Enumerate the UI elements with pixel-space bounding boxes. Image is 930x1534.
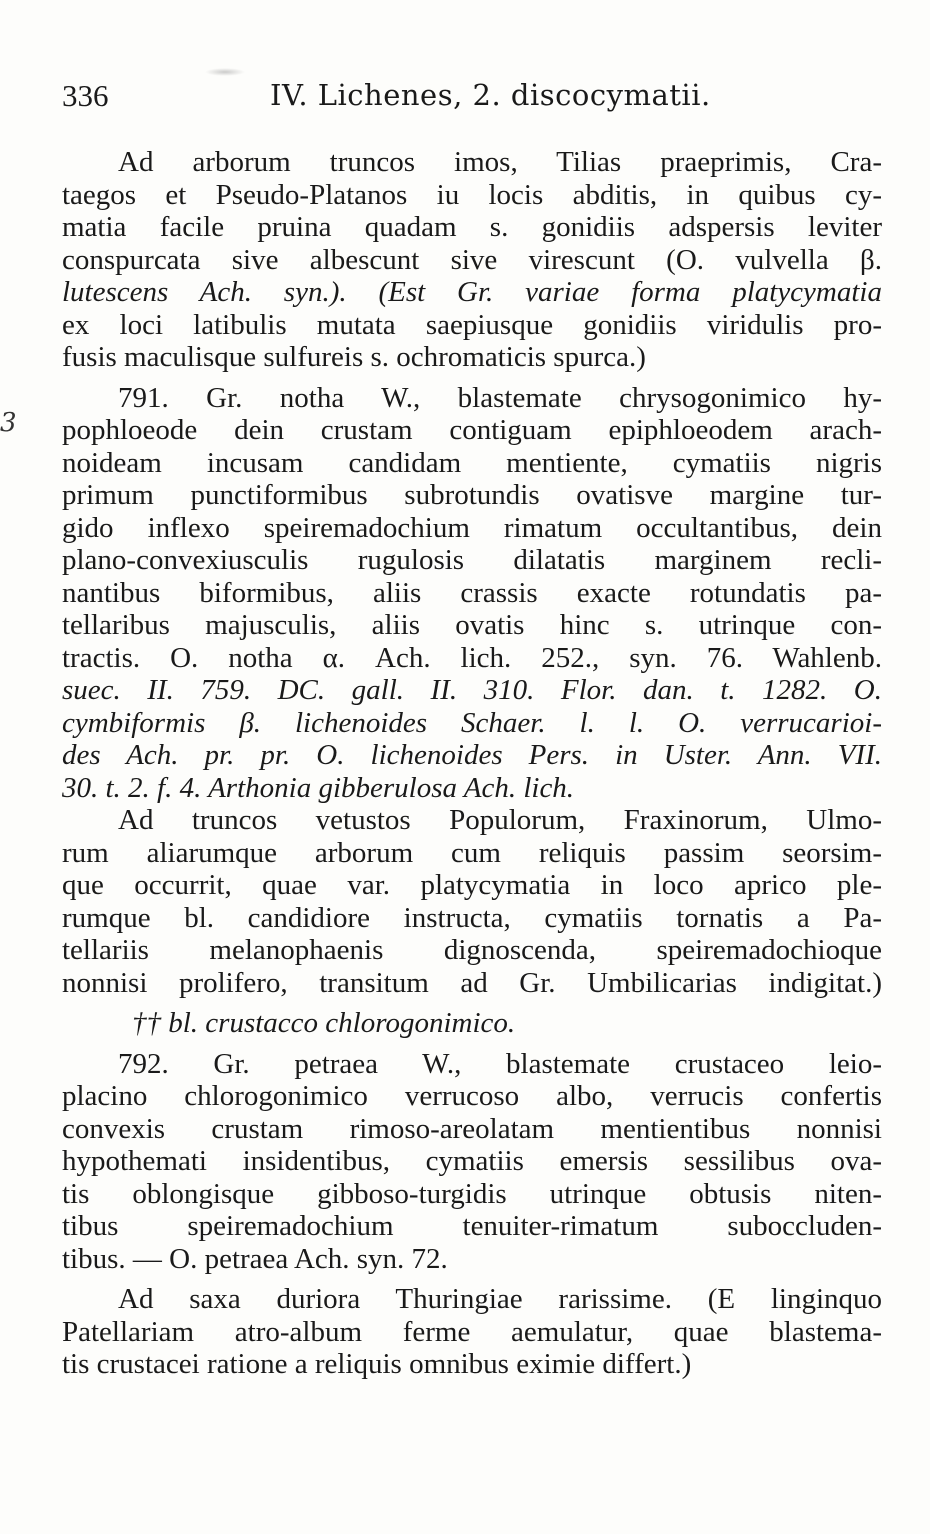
text-line: plano-convexiusculis rugulosis dilatatis marginem recli- bbox=[62, 544, 882, 576]
text-line: rumque bl. candidiore instructa, cymatiis tornatis a Pa- bbox=[62, 901, 882, 934]
margin-mark: 3 bbox=[0, 408, 17, 438]
text-line: que occurrit, quae var. platycymatia in loco aprico ple- bbox=[62, 869, 882, 901]
citation-line: cymbiformis β. lichenoides Schaer. l. l. O. verrucarioi- bbox=[62, 706, 882, 739]
text-line: pophloeode dein crustam contiguam epiphloeodem arach- bbox=[62, 414, 882, 446]
text-line: tis crustacei ratione a reliquis omnibus eximie differt.) bbox=[62, 1348, 692, 1380]
text-line: Patellariam atro-album ferme aemulatur, quae blastema- bbox=[62, 1315, 882, 1348]
text-line: Ad saxa duriora Thuringiae rarissime. (E linginquo bbox=[118, 1283, 882, 1315]
body-text bbox=[62, 146, 882, 1381]
text-line: noideam incusam candidam mentiente, cymatiis nigris bbox=[62, 446, 882, 479]
text-line: rum aliarumque arborum cum reliquis passim seorsim- bbox=[62, 836, 882, 869]
text-line: tellariis melanophaenis dignoscenda, speiremadochioque bbox=[62, 934, 882, 966]
text-line: fusis maculisque sulfureis s. ochromaticis spurca.) bbox=[62, 341, 646, 373]
text-line: ex loci latibulis mutata saepiusque gonidiis viridulis pro- bbox=[62, 308, 882, 341]
text-line: placino chlorogonimico verrucoso albo, verrucis confertis bbox=[62, 1080, 882, 1112]
text-line: hypothemati insidentibus, cymatiis emersis sessilibus ova- bbox=[62, 1145, 882, 1177]
text-line: matia facile pruina quadam s. gonidiis adspersis leviter bbox=[62, 211, 882, 243]
text-line: gido inflexo speiremadochium rimatum occultantibus, dein bbox=[62, 511, 882, 544]
text-line: nantibus biformibus, aliis crassis exacte rotundatis pa- bbox=[62, 576, 882, 609]
text-line: Ad arborum truncos imos, Tilias praeprimis, Cra- bbox=[118, 146, 882, 178]
text-line: Ad truncos vetustos Populorum, Fraxinorum, Ulmo- bbox=[118, 804, 882, 836]
text-line: taegos et Pseudo-Platanos iu locis abditis, in quibus cy- bbox=[62, 178, 882, 211]
text-line: conspurcata sive albescunt sive virescunt (O. vulvella β. bbox=[62, 243, 882, 276]
text-line: convexis crustam rimoso-areolatam mentientibus nonnisi bbox=[62, 1112, 882, 1145]
text-line: lutescens Ach. syn.). (Est Gr. variae forma platycymatia bbox=[62, 276, 882, 308]
entry-792-heading: 792. Gr. petraea W., blastemate crustaceo leio- bbox=[118, 1047, 882, 1080]
text-line: tibus speiremadochium tenuiter-rimatum suboccluden- bbox=[62, 1210, 882, 1242]
citation-line: suec. II. 759. DC. gall. II. 310. Flor. dan. t. 1282. O. bbox=[62, 674, 882, 706]
text-line: tractis. O. notha α. Ach. lich. 252., syn. 76. Wahlenb. bbox=[62, 641, 882, 674]
section-heading: †† bl. crustacco chlorogonimico. bbox=[132, 1007, 516, 1039]
page bbox=[62, 78, 882, 1381]
citation-line: 30. t. 2. f. 4. Arthonia gibberulosa Ach. lich. bbox=[62, 771, 575, 804]
text-line: nonnisi prolifero, transitum ad Gr. Umbilicarias indigitat.) bbox=[62, 966, 882, 999]
text-line: tibus. — O. petraea Ach. syn. 72. bbox=[62, 1242, 448, 1275]
ink-smudge bbox=[205, 68, 245, 76]
text-line: tis oblongisque gibboso-turgidis utrinque obtusis niten- bbox=[62, 1177, 882, 1210]
citation-line: des Ach. pr. pr. O. lichenoides Pers. in Uster. Ann. VII. bbox=[62, 739, 882, 771]
page-number: 336 bbox=[62, 78, 109, 113]
text-line: primum punctiformibus subrotundis ovatisve margine tur- bbox=[62, 479, 882, 511]
entry-791-heading: 791. Gr. notha W., blastemate chrysogonimico hy- bbox=[118, 381, 882, 414]
text-line: tellaribus majusculis, aliis ovatis hinc s. utrinque con- bbox=[62, 609, 882, 641]
running-title: IV. Lichenes, 2. discocymatii. bbox=[270, 78, 711, 112]
page-header bbox=[62, 78, 882, 124]
